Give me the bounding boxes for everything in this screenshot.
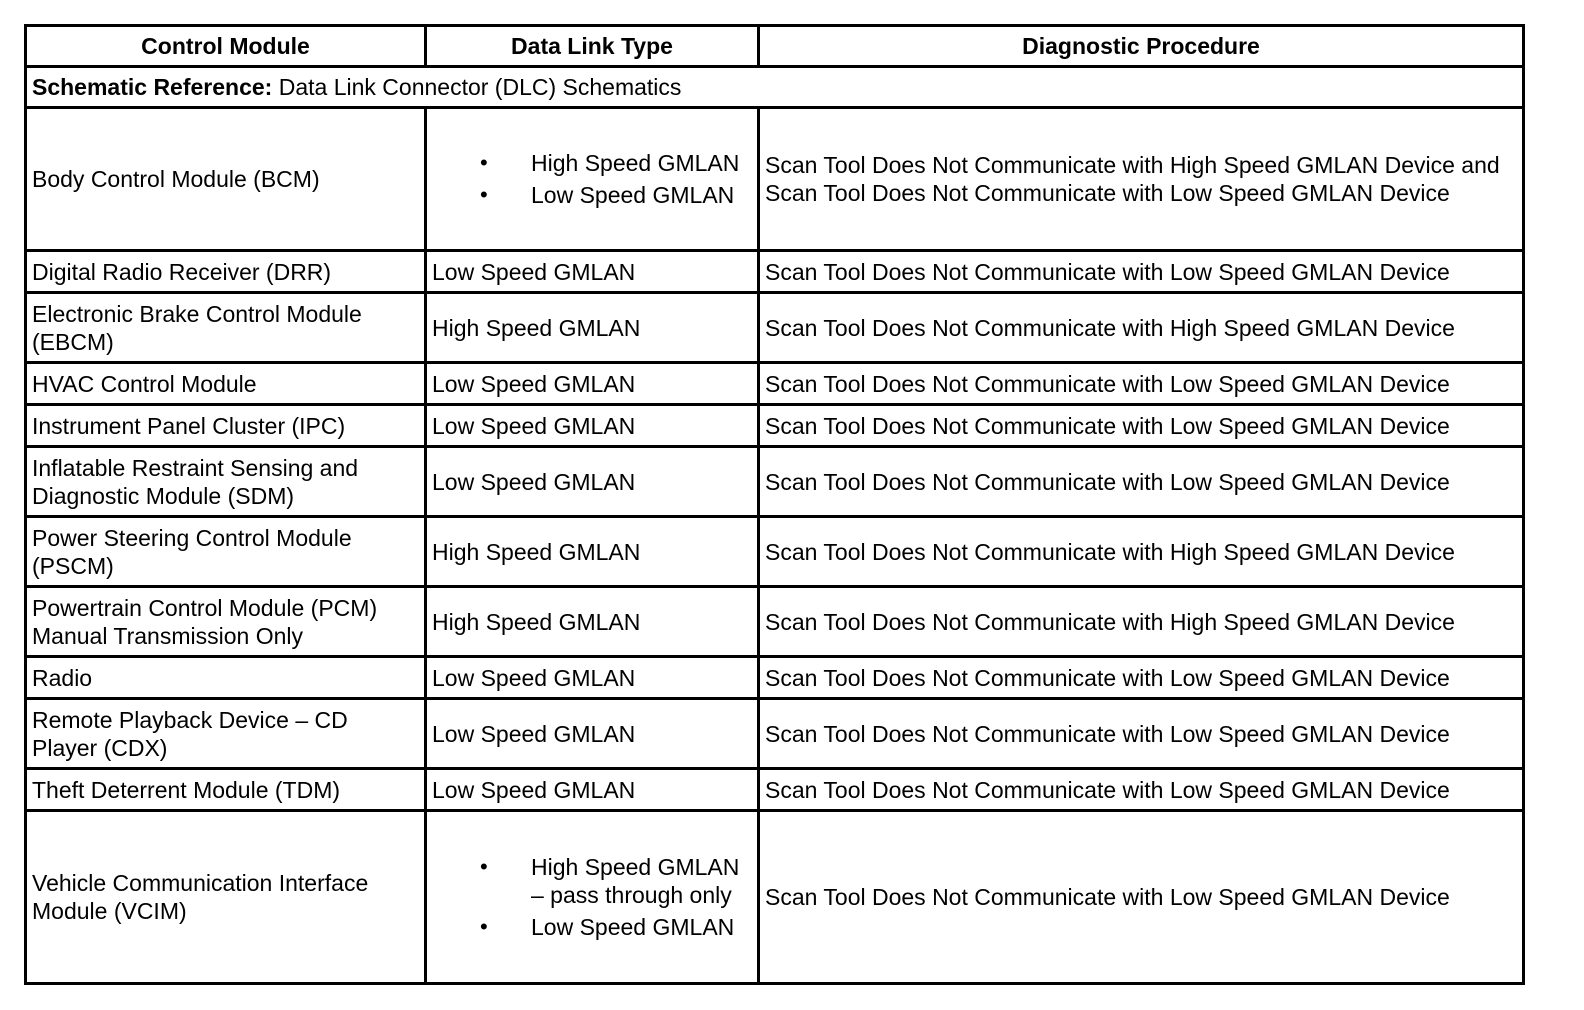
schematic-reference-value: Data Link Connector (DLC) Schematics	[272, 74, 682, 100]
data-link-item: • High Speed GMLAN – pass through only	[432, 853, 752, 909]
data-link-cell	[426, 108, 759, 251]
data-link-item: • Low Speed GMLAN	[432, 181, 752, 209]
data-link-cell: Low Speed GMLAN	[426, 769, 759, 811]
table-row	[26, 699, 1524, 769]
module-cell: Instrument Panel Cluster (IPC)	[26, 405, 426, 447]
module-cell: Vehicle Communication Interface Module (VCIM)	[26, 811, 426, 984]
header-diagnostic-procedure: Diagnostic Procedure	[759, 26, 1524, 67]
table-row	[26, 769, 1524, 811]
module-cell: HVAC Control Module	[26, 363, 426, 405]
table-row	[26, 657, 1524, 699]
data-link-item: • High Speed GMLAN	[432, 149, 752, 177]
data-link-list	[432, 853, 752, 941]
table-header-row	[26, 26, 1524, 67]
data-link-cell: High Speed GMLAN	[426, 517, 759, 587]
data-link-cell: Low Speed GMLAN	[426, 657, 759, 699]
data-link-cell: Low Speed GMLAN	[426, 699, 759, 769]
module-cell: Powertrain Control Module (PCM) Manual Transmission Only	[26, 587, 426, 657]
data-link-cell: Low Speed GMLAN	[426, 251, 759, 293]
procedure-cell: Scan Tool Does Not Communicate with Low Speed GMLAN Device	[759, 769, 1524, 811]
procedure-cell: Scan Tool Does Not Communicate with Low Speed GMLAN Device	[759, 811, 1524, 984]
data-link-cell: Low Speed GMLAN	[426, 405, 759, 447]
table-row	[26, 811, 1524, 984]
schematic-reference-row	[26, 67, 1524, 108]
data-link-cell: Low Speed GMLAN	[426, 447, 759, 517]
module-cell: Inflatable Restraint Sensing and Diagnostic Module (SDM)	[26, 447, 426, 517]
schematic-reference-label: Schematic Reference:	[32, 74, 273, 100]
data-link-cell	[426, 811, 759, 984]
procedure-cell: Scan Tool Does Not Communicate with Low Speed GMLAN Device	[759, 447, 1524, 517]
table-row	[26, 293, 1524, 363]
procedure-cell: Scan Tool Does Not Communicate with High Speed GMLAN Device	[759, 293, 1524, 363]
module-cell: Radio	[26, 657, 426, 699]
procedure-cell: Scan Tool Does Not Communicate with High Speed GMLAN Device and Scan Tool Does Not Communicate with Low Speed GMLAN Device	[759, 108, 1524, 251]
table-row	[26, 363, 1524, 405]
table-row	[26, 447, 1524, 517]
data-link-item: • Low Speed GMLAN	[432, 913, 752, 941]
module-cell: Body Control Module (BCM)	[26, 108, 426, 251]
procedure-cell: Scan Tool Does Not Communicate with Low Speed GMLAN Device	[759, 699, 1524, 769]
diagnostic-table-container	[24, 24, 1522, 985]
procedure-cell: Scan Tool Does Not Communicate with Low Speed GMLAN Device	[759, 251, 1524, 293]
data-link-cell: Low Speed GMLAN	[426, 363, 759, 405]
table-row	[26, 251, 1524, 293]
module-cell: Digital Radio Receiver (DRR)	[26, 251, 426, 293]
module-cell: Electronic Brake Control Module (EBCM)	[26, 293, 426, 363]
table-row	[26, 108, 1524, 251]
header-data-link-type: Data Link Type	[426, 26, 759, 67]
module-cell: Remote Playback Device – CD Player (CDX)	[26, 699, 426, 769]
control-module-table	[24, 24, 1525, 985]
procedure-cell: Scan Tool Does Not Communicate with Low Speed GMLAN Device	[759, 363, 1524, 405]
data-link-cell: High Speed GMLAN	[426, 587, 759, 657]
module-cell: Theft Deterrent Module (TDM)	[26, 769, 426, 811]
table-row	[26, 587, 1524, 657]
data-link-cell: High Speed GMLAN	[426, 293, 759, 363]
schematic-reference-cell	[26, 67, 1524, 108]
procedure-cell: Scan Tool Does Not Communicate with Low Speed GMLAN Device	[759, 657, 1524, 699]
procedure-cell: Scan Tool Does Not Communicate with High Speed GMLAN Device	[759, 517, 1524, 587]
table-row	[26, 517, 1524, 587]
module-cell: Power Steering Control Module (PSCM)	[26, 517, 426, 587]
table-row	[26, 405, 1524, 447]
header-control-module: Control Module	[26, 26, 426, 67]
procedure-cell: Scan Tool Does Not Communicate with High Speed GMLAN Device	[759, 587, 1524, 657]
procedure-cell: Scan Tool Does Not Communicate with Low Speed GMLAN Device	[759, 405, 1524, 447]
data-link-list	[432, 149, 752, 209]
